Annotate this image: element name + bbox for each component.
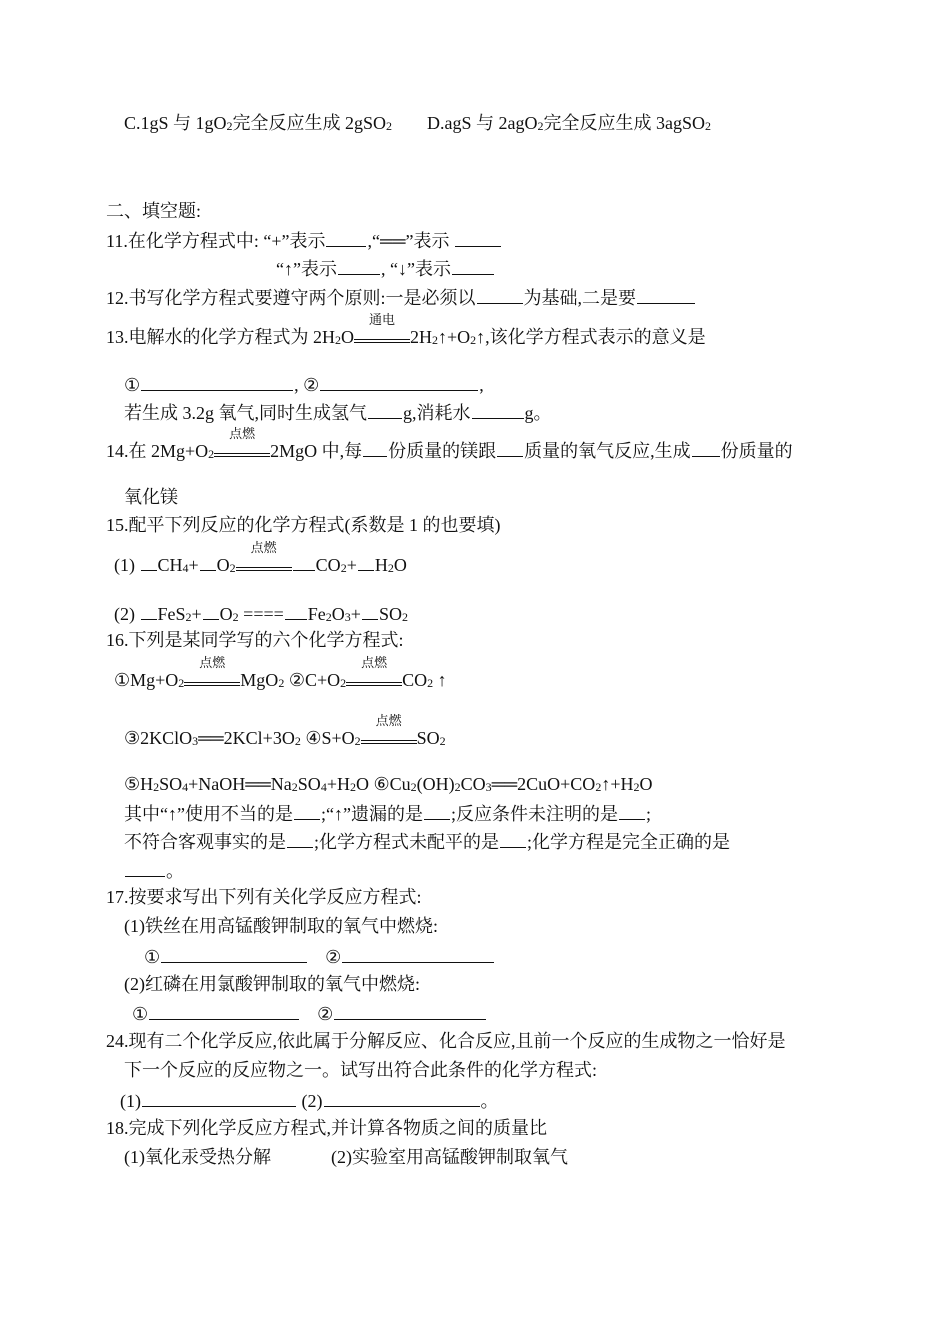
blank[interactable] xyxy=(472,400,524,419)
q12-line: 12.书写化学方程式要遵守两个原则:一是必须以 为基础,二是要 xyxy=(106,285,696,309)
q10-option-d: D.agS 与 2agO$_2$完全反应生成 3agSO$_2$ xyxy=(427,113,712,133)
blank[interactable] xyxy=(293,552,315,571)
q18-title: 18.完成下列化学反应方程式,并计算各物质之间的质量比 xyxy=(106,1118,547,1138)
q16-equations-row3: $⑤H_2SO_4+NaOH══Na_2SO_4+H_2O$ $⑥Cu_2(OH)_2CO_3══2CuO+CO_2↑+H_2O$ xyxy=(124,774,653,794)
blank[interactable] xyxy=(452,256,494,275)
blank[interactable] xyxy=(497,438,523,457)
q17-title: 17.按要求写出下列有关化学反应方程式: xyxy=(106,887,422,907)
blank[interactable] xyxy=(342,944,494,963)
blank[interactable] xyxy=(142,1088,296,1107)
q24-line2: 下一个反应的反应物之一。试写出符合此条件的化学方程式: xyxy=(124,1060,597,1080)
q10-options-line xyxy=(124,112,711,136)
q17-part2-answers: ① ② xyxy=(132,1001,487,1025)
blank[interactable] xyxy=(362,601,378,620)
blank[interactable] xyxy=(455,228,501,247)
q17-part1: (1)铁丝在用高锰酸钾制取的氧气中燃烧: xyxy=(124,916,438,936)
blank[interactable] xyxy=(358,552,374,571)
reaction-condition: 点燃 xyxy=(346,666,402,686)
reaction-condition: 通电 xyxy=(354,323,410,343)
blank[interactable] xyxy=(141,601,157,620)
blank[interactable] xyxy=(334,1001,486,1020)
blank[interactable] xyxy=(125,858,165,877)
blank[interactable] xyxy=(477,285,523,304)
q16-question-line2: 不符合客观事实的是 ;化学方程式未配平的是 ;化学方程是完全正确的是 xyxy=(124,829,730,853)
q16-equations-row2: $③2KClO_3══2KCl+3O_2$ $④S+O_2$ 点燃 $SO_2$ xyxy=(124,713,446,748)
q13-line1: 13.电解水的化学方程式为 $2H_2O$ 通电 $2H_2↑+O_2↑$,该化学方程式表示的意义是 xyxy=(106,312,706,347)
blank[interactable] xyxy=(294,801,320,820)
q16-equations-row1: $①Mg+O_2$ 点燃 MgO$_2$ $②C+O_2$ 点燃 $CO_2$ ↑ xyxy=(114,655,447,690)
section-title: 二、填空题: xyxy=(106,201,202,221)
blank[interactable] xyxy=(619,801,645,820)
blank[interactable] xyxy=(500,829,526,848)
q10-option-c: C.1gS 与 $1gO_2$完全反应生成 2gSO$_2$ xyxy=(124,113,393,133)
blank[interactable] xyxy=(203,601,219,620)
q13-line2: ① , ② , xyxy=(124,372,484,396)
q15-eq1: (1) $CH_4+ O_2$ 点燃 $CO_2+ H_2O$ xyxy=(114,540,407,575)
q24-line1: 24.现有二个化学反应,依此属于分解反应、化合反应,且前一个反应的生成物之一恰好是 xyxy=(106,1031,786,1051)
q14-line1: 14.在 $2Mg+O_2$ 点燃 2MgO 中,每 份质量的镁跟 质量的氧气反应,生成 份质量的 xyxy=(106,426,793,461)
blank[interactable] xyxy=(637,285,695,304)
q16-question-line1: 其中“↑”使用不当的是 ;“↑”遗漏的是 ;反应条件未注明的是 ; xyxy=(124,801,651,825)
reaction-condition: 点燃 xyxy=(214,437,270,457)
blank[interactable] xyxy=(692,438,720,457)
q15-title: 15.配平下列反应的化学方程式(系数是 1 的也要填) xyxy=(106,515,501,535)
q15-eq2: (2) $FeS_2+ O_2$ ==== $Fe_2O_3+ SO_2$ xyxy=(114,601,408,627)
q18-parts: (1)氧化汞受热分解 (2)实验室用高锰酸钾制取氧气 xyxy=(124,1147,568,1167)
blank[interactable] xyxy=(424,801,450,820)
blank[interactable] xyxy=(200,552,216,571)
q17-part1-answers: ① ② xyxy=(144,944,495,968)
blank[interactable] xyxy=(287,829,313,848)
reaction-condition: 点燃 xyxy=(236,551,292,571)
blank[interactable] xyxy=(324,1088,480,1107)
blank[interactable] xyxy=(141,552,157,571)
q16-question-line3: 。 xyxy=(124,858,184,882)
reaction-condition: 点燃 xyxy=(361,724,417,744)
q11-line1: 11.在化学方程式中: “+”表示 ,“══”表示 xyxy=(106,228,502,252)
blank[interactable] xyxy=(285,601,307,620)
q24-answers: (1) (2) 。 xyxy=(120,1088,499,1112)
q11-line2: “↑”表示 , “↓”表示 xyxy=(276,256,495,280)
blank[interactable] xyxy=(363,438,387,457)
blank[interactable] xyxy=(149,1001,299,1020)
q17-part2: (2)红磷在用氯酸钾制取的氧气中燃烧: xyxy=(124,974,420,994)
blank[interactable] xyxy=(141,372,293,391)
blank[interactable] xyxy=(320,372,478,391)
q14-line2: 氧化镁 xyxy=(124,487,178,507)
reaction-condition: 点燃 xyxy=(184,666,240,686)
q13-line3: 若生成 3.2g 氧气,同时生成氢气 g,消耗水 g。 xyxy=(124,400,552,424)
blank[interactable] xyxy=(326,228,366,247)
blank[interactable] xyxy=(338,256,380,275)
blank[interactable] xyxy=(368,400,402,419)
blank[interactable] xyxy=(161,944,307,963)
q16-title: 16.下列是某同学写的六个化学方程式: xyxy=(106,630,404,650)
